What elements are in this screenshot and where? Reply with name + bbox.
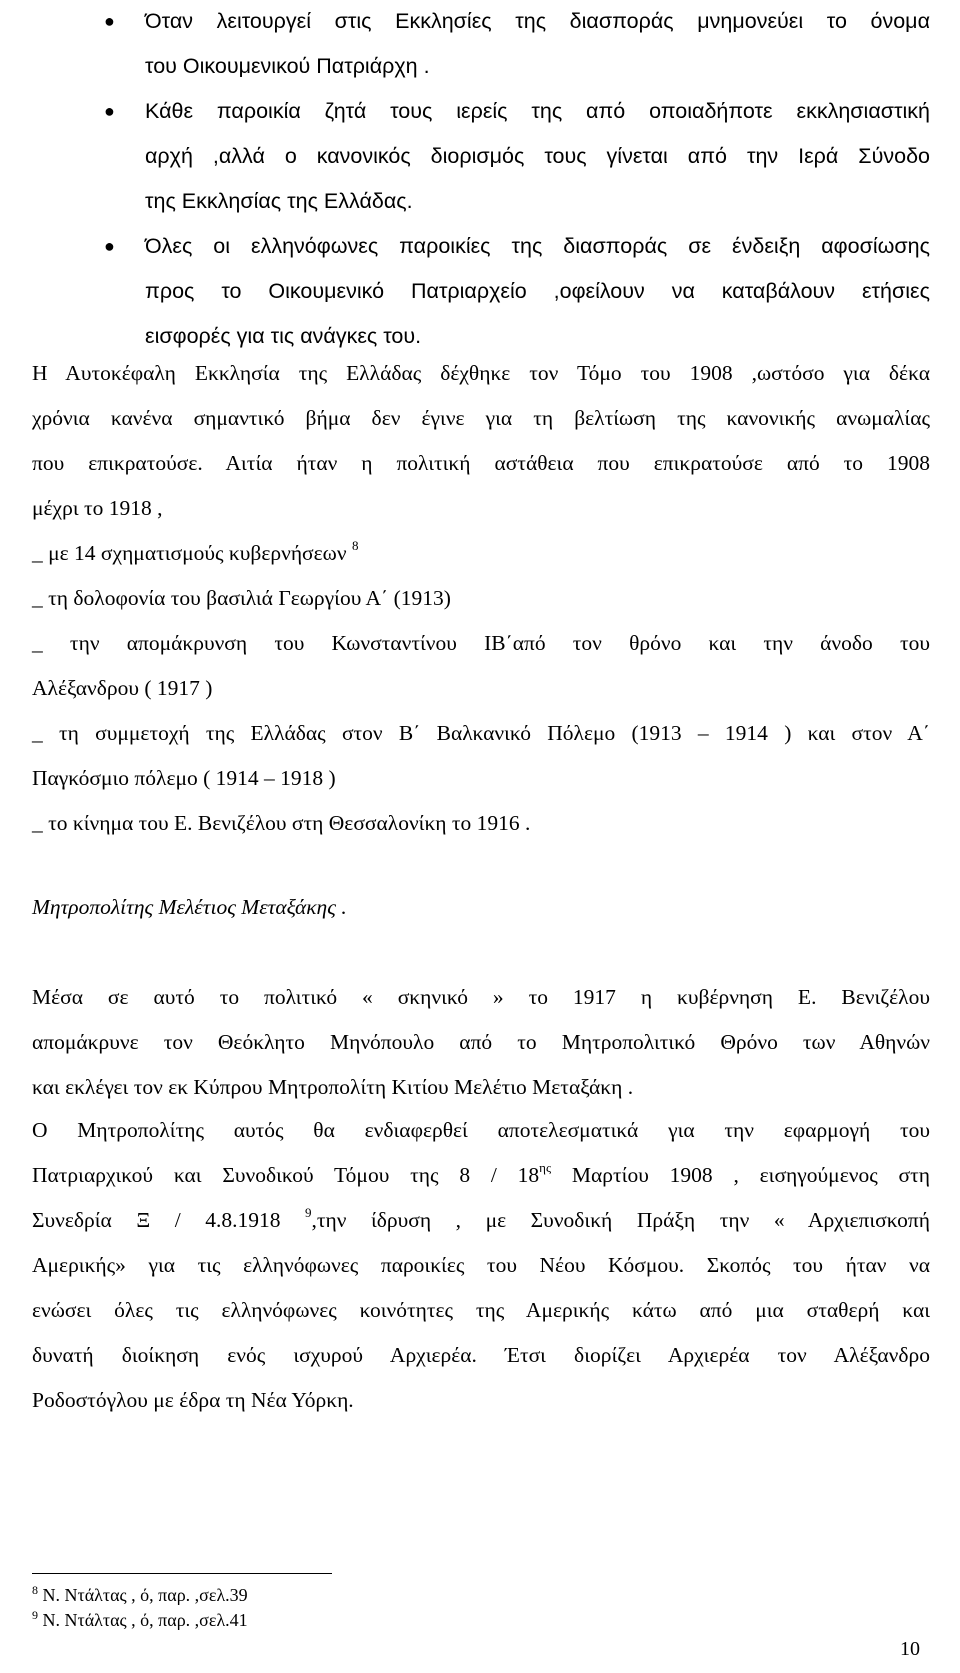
text-segment: Πατριαρχικού και Συνοδικού Τόμου της 8 / 18: [32, 1163, 540, 1187]
bullet-item: [104, 0, 930, 89]
text-line: Αμερικής» για τις ελληνόφωνες παροικίες του Νέου Κόσμου. Σκοπός του ήταν να: [32, 1253, 930, 1277]
event-line: [32, 531, 930, 576]
text-line: και εκλέγει τον εκ Κύπρου Μητροπολίτη Κιτίου Μελέτιο Μεταξάκη .: [32, 1075, 634, 1099]
event-line: Αλέξανδρου ( 1917 ): [32, 676, 213, 700]
footnote-text: Ν. Ντάλτας , ό, παρ. ,σελ.41: [38, 1610, 248, 1630]
text-line: Μέσα σε αυτό το πολιτικό « σκηνικό » το 1917 η κυβέρνηση Ε. Βενιζέλου: [32, 985, 930, 1009]
section-heading: Μητροπολίτης Μελέτιος Μεταξάκης .: [32, 895, 347, 919]
text-line: ενώσει όλες τις ελληνόφωνες κοινότητες της Αμερικής κάτω από μια σταθερή και: [32, 1298, 930, 1322]
event-text: _ με 14 σχηματισμούς κυβερνήσεων: [32, 541, 347, 565]
text-line: που επικρατούσε. Αιτία ήταν η πολιτική αστάθεια που επικρατούσε από το 1908: [32, 451, 930, 475]
event-line: _ το κίνημα του Ε. Βενιζέλου στη Θεσσαλονίκη το 1916 .: [32, 811, 531, 835]
bullet-line: αρχή ,αλλά ο κανονικός διορισμός τους γίνεται από την Ιερά Σύνοδο: [145, 144, 930, 168]
bullet-item: [104, 89, 930, 224]
paragraph-meletios-election: [32, 975, 930, 1110]
event-line: _ τη συμμετοχή της Ελλάδας στον Β΄ Βαλκανικό Πόλεμο (1913 – 1914 ) και στον Α΄: [32, 721, 930, 745]
bullet-dot-icon: ●: [104, 236, 115, 256]
footnote-number: 8: [32, 1583, 38, 1597]
bullet-line: εισφορές για τις ανάγκες του.: [145, 324, 422, 348]
text-line: απομάκρυνε τον Θεόκλητο Μηνόπουλο από το Μητροπολιτικό Θρόνο των Αθηνών: [32, 1030, 930, 1054]
footnote: [32, 1583, 248, 1607]
footnote-number: 9: [32, 1608, 38, 1622]
bullet-line: προς το Οικουμενικό Πατριαρχείο ,οφείλουν να καταβάλουν ετήσιες: [145, 279, 930, 303]
text-line: μέχρι το 1918 ,: [32, 496, 163, 520]
text-segment: ,την ίδρυση , με Συνοδική Πράξη την « Αρχιεπισκοπή: [311, 1208, 930, 1232]
ordinal-suffix: ης: [539, 1160, 552, 1175]
footnote-ref[interactable]: 8: [351, 538, 359, 553]
text-line: δυνατή διοίκηση ενός ισχυρού Αρχιερέα. Έτσι διορίζει Αρχιερέα τον Αλέξανδρο: [32, 1343, 930, 1367]
text-line: [32, 1198, 930, 1243]
bullet-line: Κάθε παροικία ζητά τους ιερείς της από οποιαδήποτε εκκλησιαστική: [145, 99, 930, 123]
text-line: χρόνια κανένα σημαντικό βήμα δεν έγινε για τη βελτίωση της κανονικής ανωμαλίας: [32, 406, 930, 430]
footnote: [32, 1608, 248, 1632]
footnote-ref[interactable]: 9: [305, 1205, 312, 1220]
footnote-text: Ν. Ντάλτας , ό, παρ. ,σελ.39: [38, 1585, 248, 1605]
footnote-separator: [32, 1573, 332, 1574]
bullet-list: [104, 0, 930, 359]
bullet-dot-icon: ●: [104, 11, 115, 31]
text-line: [32, 1153, 930, 1198]
text-line: Ο Μητροπολίτης αυτός θα ενδιαφερθεί αποτελεσματικά για την εφαρμογή του: [32, 1118, 930, 1142]
text-segment: Συνεδρία Ξ / 4.8.1918: [32, 1208, 305, 1232]
bullet-line: του Οικουμενικού Πατριάρχη .: [145, 54, 430, 78]
event-line: _ τη δολοφονία του βασιλιά Γεωργίου Α΄ (1913): [32, 586, 451, 610]
bullet-dot-icon: ●: [104, 101, 115, 121]
text-segment: Μαρτίου 1908 , εισηγούμενος στη: [551, 1163, 930, 1187]
bullet-line: της Εκκλησίας της Ελλάδας.: [145, 189, 413, 213]
bullet-line: Όταν λειτουργεί στις Εκκλησίες της διασποράς μνημονεύει το όνομα: [145, 9, 930, 33]
page-number: 10: [900, 1638, 920, 1660]
event-line: Παγκόσμιο πόλεμο ( 1914 – 1918 ): [32, 766, 336, 790]
bullet-item: [104, 224, 930, 359]
text-line: Η Αυτοκέφαλη Εκκλησία της Ελλάδας δέχθηκε τον Τόμο του 1908 ,ωστόσο για δέκα: [32, 361, 930, 385]
paragraph-autocephaly: [32, 351, 930, 531]
bullet-line: Όλες οι ελληνόφωνες παροικίες της διασποράς σε ένδειξη αφοσίωσης: [145, 234, 930, 258]
text-line: Ροδοστόγλου με έδρα τη Νέα Υόρκη.: [32, 1388, 354, 1412]
paragraph-archdiocese-america: [32, 1108, 930, 1423]
event-line: _ την απομάκρυνση του Κωνσταντίνου ΙΒ΄από τον θρόνο και την άνοδο του: [32, 631, 930, 655]
